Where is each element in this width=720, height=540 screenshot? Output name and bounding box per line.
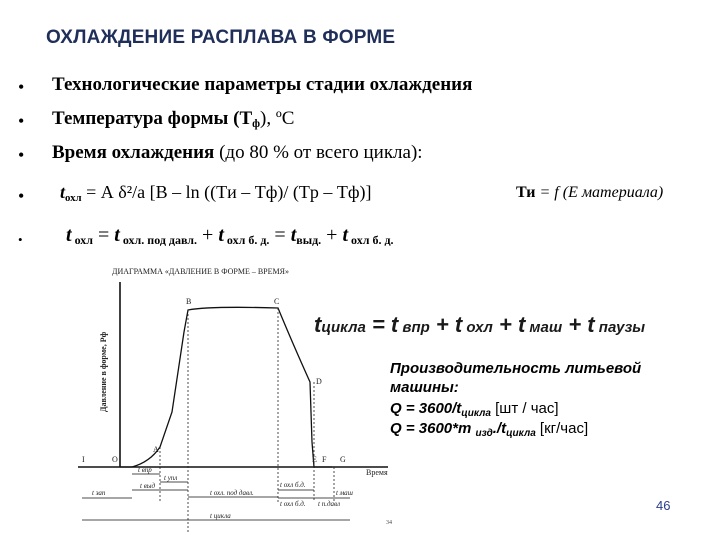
sum-eq2: = bbox=[269, 224, 291, 246]
pf1-unit: [шт / час] bbox=[490, 400, 559, 417]
cooling-time-label: Время охлаждения bbox=[52, 142, 215, 163]
page-number: 46 bbox=[656, 498, 671, 513]
label-tmash: t маш bbox=[336, 489, 353, 497]
fs3: охл bbox=[462, 319, 493, 336]
ft2: t bbox=[390, 312, 399, 337]
cycle-time-formula bbox=[314, 312, 645, 338]
label-tvpr: t впр bbox=[138, 466, 152, 474]
label-tzap: t зап bbox=[92, 489, 106, 497]
pf1-a: Q = 3600/t bbox=[390, 400, 462, 417]
pf2-unit: [кг/час] bbox=[535, 420, 589, 437]
productivity-formula-pieces bbox=[390, 400, 559, 419]
pf2-sub2: цикла bbox=[506, 428, 536, 439]
bullet-ti-note bbox=[516, 184, 663, 202]
sum-t5: t bbox=[342, 224, 349, 246]
sum-t4: t bbox=[290, 224, 297, 246]
bullet-tech-params: Технологические параметры стадии охлаждения bbox=[52, 74, 473, 95]
diagram-caption: ДИАГРАММА «ДАВЛЕНИЕ В ФОРМЕ – ВРЕМЯ» bbox=[112, 267, 289, 276]
ft4: t bbox=[517, 312, 526, 337]
sum-s4: выд. bbox=[296, 233, 322, 247]
label-tcycle: t цикла bbox=[210, 512, 231, 520]
ti-rest: = f (E материала) bbox=[535, 184, 664, 201]
ft1: t bbox=[314, 312, 322, 337]
point-f: F bbox=[322, 455, 327, 464]
fs4: маш bbox=[525, 319, 563, 336]
ft5: t bbox=[587, 312, 595, 337]
mold-temp-sub: ф bbox=[252, 118, 261, 130]
label-tbd: t охл б.д. bbox=[280, 481, 306, 489]
point-a: A bbox=[153, 445, 159, 454]
point-c: C bbox=[274, 297, 280, 306]
productivity-heading-2: машины: bbox=[390, 379, 459, 396]
productivity-heading: Производительность литьевой bbox=[390, 360, 642, 377]
point-d: D bbox=[316, 377, 322, 386]
sum-s1: охл bbox=[71, 233, 93, 247]
fp3: + bbox=[562, 312, 588, 337]
bullet-cooling-time bbox=[52, 142, 423, 164]
label-tpd: t охл. под давл. bbox=[210, 489, 254, 497]
pf1-sub: цикла bbox=[461, 408, 491, 419]
label-tbd2: t охл б.д. bbox=[280, 500, 306, 508]
sum-plus1: + bbox=[197, 224, 219, 246]
pressure-time-diagram bbox=[60, 262, 400, 534]
fs1: цикла bbox=[321, 319, 366, 336]
x-axis-label: Время bbox=[366, 468, 388, 477]
cooling-time-note: (до 80 % от всего цикла): bbox=[214, 142, 423, 163]
sum-s5: охл б. д. bbox=[348, 233, 394, 247]
mold-temp-unit: ), ºС bbox=[260, 108, 295, 129]
fp1: + bbox=[429, 312, 455, 337]
bullet-marker: • bbox=[18, 186, 25, 206]
ft3: t bbox=[454, 312, 463, 337]
slide-title: ОХЛАЖДЕНИЕ РАСПЛАВА В ФОРМЕ bbox=[46, 27, 396, 48]
sum-s3: охл б. д. bbox=[223, 233, 270, 247]
pf2-sub1: изд bbox=[475, 428, 493, 439]
formula-t: t bbox=[60, 182, 66, 202]
pf2-a: Q = 3600*m bbox=[390, 420, 476, 437]
sum-t1: t bbox=[66, 224, 72, 246]
bullet-mold-temperature bbox=[52, 108, 294, 130]
point-o: O bbox=[112, 455, 118, 464]
feq: = bbox=[365, 312, 391, 337]
productivity-block bbox=[388, 358, 718, 454]
label-tpdavl: t п.давл bbox=[318, 500, 341, 508]
pf2-mid: ./t bbox=[492, 420, 507, 437]
bullet-marker: • bbox=[18, 145, 25, 165]
formula-t-sub: охл bbox=[65, 192, 82, 204]
sum-t3: t bbox=[218, 224, 224, 246]
ti-label: Ти bbox=[516, 184, 536, 201]
bullet-marker: • bbox=[18, 111, 25, 131]
fs2: впр bbox=[398, 319, 430, 336]
point-g: G bbox=[340, 455, 346, 464]
bullet-marker: • bbox=[18, 77, 25, 97]
sum-t2: t bbox=[114, 224, 120, 246]
mold-temp-label: Температура формы (Т bbox=[52, 108, 253, 129]
sum-plus2: + bbox=[321, 224, 343, 246]
sum-s2: охл. под давл. bbox=[119, 233, 198, 247]
y-axis-label: Давление в форме, Рф bbox=[99, 331, 108, 412]
sum-eq1: = bbox=[93, 224, 115, 246]
pressure-curve bbox=[120, 307, 332, 467]
label-tupl: t упл bbox=[164, 474, 178, 482]
fs5: паузы bbox=[594, 319, 646, 336]
point-e: E bbox=[312, 455, 317, 464]
bullet-cooling-sum bbox=[66, 224, 394, 248]
fp2: + bbox=[492, 312, 518, 337]
bullet-cooling-formula bbox=[60, 182, 372, 204]
point-b: B bbox=[186, 297, 192, 306]
formula-body: = А δ²/а [B – ln ((Tи – Tф)/ (Tр – Tф)] bbox=[81, 182, 372, 202]
label-tvyd: t выд bbox=[140, 482, 156, 490]
diagram-page-number: 34 bbox=[386, 520, 392, 526]
bullet-marker: • bbox=[18, 232, 23, 247]
point-i: I bbox=[82, 455, 85, 464]
productivity-formula-mass bbox=[390, 420, 588, 439]
